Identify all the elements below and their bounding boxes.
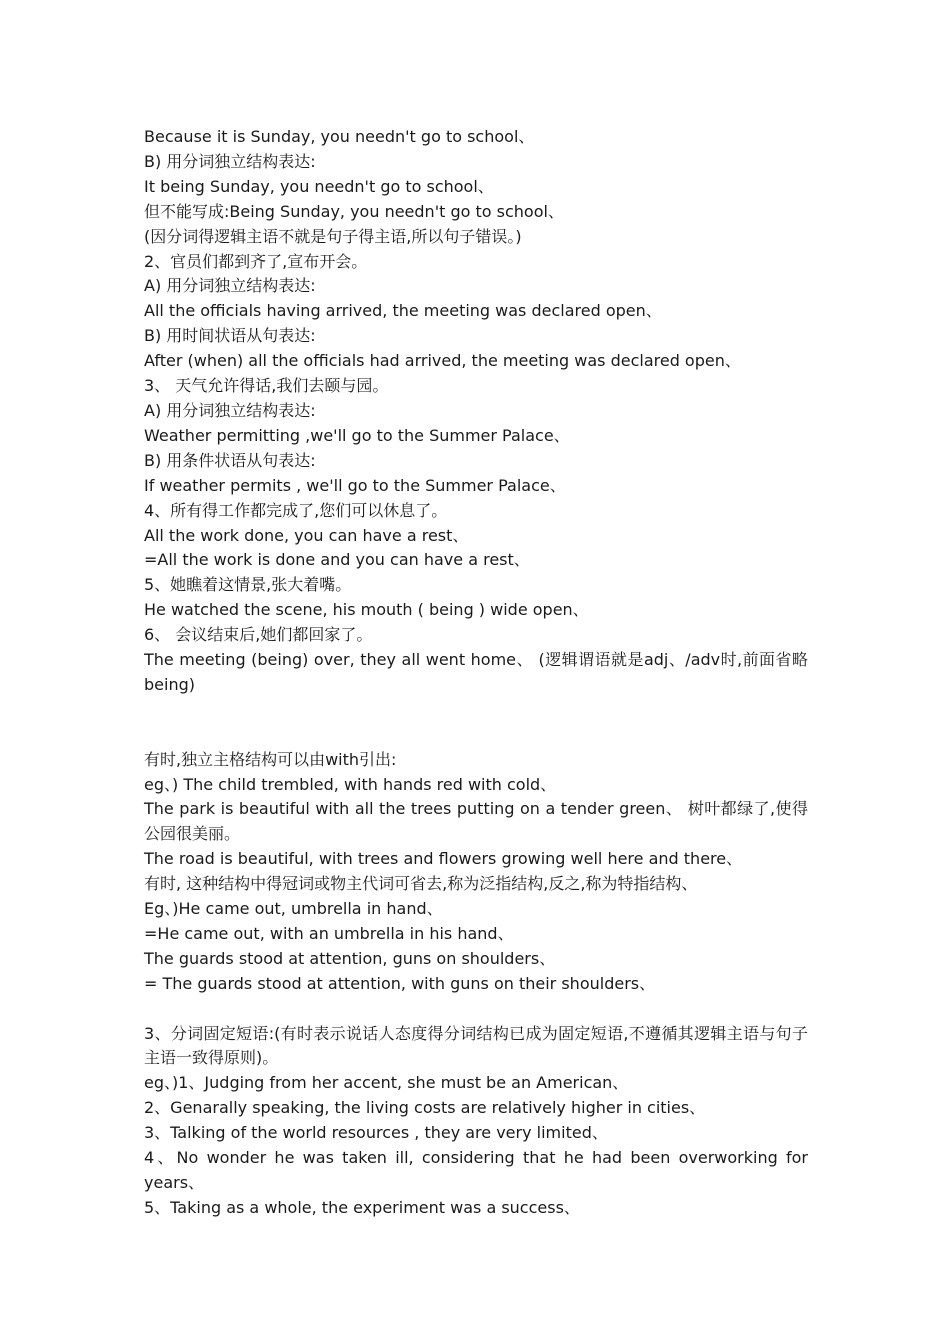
text-line: Eg、)He came out, umbrella in hand、 <box>144 899 443 919</box>
text-line: The road is beautiful, with trees and flowers growing well here and there、 <box>144 849 743 869</box>
text-line: B) 用时间状语从句表达: <box>144 326 316 346</box>
text-line: A) 用分词独立结构表达: <box>144 400 316 420</box>
text-line: 5、Taking as a whole, the experiment was a success、 <box>144 1197 580 1217</box>
text-line: 2、官员们都到齐了,宣布开会。 <box>144 251 368 271</box>
blank-line <box>144 698 808 723</box>
text-line: eg、) The child trembled, with hands red with cold、 <box>144 774 557 794</box>
text-line: 有时, 这种结构中得冠词或物主代词可省去,称为泛指结构,反之,称为特指结构、 <box>144 874 698 894</box>
text-line: All the officials having arrived, the meeting was declared open、 <box>144 301 662 321</box>
text-line: After (when) all the officials had arrived, the meeting was declared open、 <box>144 351 741 371</box>
text-line: Because it is Sunday, you needn't go to school、 <box>144 127 535 146</box>
text-line: 4、No wonder he was taken ill, considering that he had been overworking for years、 <box>144 1148 814 1193</box>
text-line: 2、Genarally speaking, the living costs are relatively higher in cities、 <box>144 1098 706 1118</box>
text-line: = The guards stood at attention, with guns on their shoulders、 <box>144 973 656 993</box>
blank-line <box>144 723 808 748</box>
text-line: =He came out, with an umbrella in his hand、 <box>144 923 514 943</box>
text-line: 但不能写成:Being Sunday, you needn't go to school、 <box>144 201 564 221</box>
text-line: B) 用分词独立结构表达: <box>144 151 316 171</box>
text-line: 5、她瞧着这情景,张大着嘴。 <box>144 575 352 595</box>
text-line: He watched the scene, his mouth ( being ) wide open、 <box>144 600 589 620</box>
document-body <box>144 125 814 1221</box>
text-line: 有时,独立主格结构可以由with引出: <box>144 749 397 769</box>
text-line: B) 用条件状语从句表达: <box>144 450 316 470</box>
blank-line <box>144 997 808 1022</box>
text-line: A) 用分词独立结构表达: <box>144 276 316 296</box>
text-line: (因分词得逻辑主语不就是句子得主语,所以句子错误。) <box>144 226 522 246</box>
text-line: It being Sunday, you needn't go to school、 <box>144 176 494 196</box>
text-line: 3、 天气允许得话,我们去颐与园。 <box>144 376 389 396</box>
text-line: 6、 会议结束后,她们都回家了。 <box>144 625 373 645</box>
text-line: The park is beautiful with all the trees putting on a tender green、 树叶都绿了,使得公园很美丽。 <box>144 799 808 844</box>
text-line: The meeting (being) over, they all went home、 (逻辑谓语就是adj、/adv时,前面省略being) <box>144 650 808 694</box>
text-line: Weather permitting ,we'll go to the Summer Palace、 <box>144 425 570 445</box>
text-line: 3、分词固定短语:(有时表示说话人态度得分词结构已成为固定短语,不遵循其逻辑主语与句子主语一致得原则)。 <box>144 1023 808 1068</box>
text-line: 4、所有得工作都完成了,您们可以休息了。 <box>144 500 448 520</box>
text-line: 3、Talking of the world resources , they are very limited、 <box>144 1123 608 1143</box>
text-line: eg、)1、Judging from her accent, she must be an American、 <box>144 1073 629 1093</box>
text-line: All the work done, you can have a rest、 <box>144 525 469 545</box>
text-line: If weather permits , we'll go to the Summer Palace、 <box>144 475 566 495</box>
text-line: The guards stood at attention, guns on shoulders、 <box>144 948 556 968</box>
text-line: =All the work is done and you can have a rest、 <box>144 550 530 570</box>
